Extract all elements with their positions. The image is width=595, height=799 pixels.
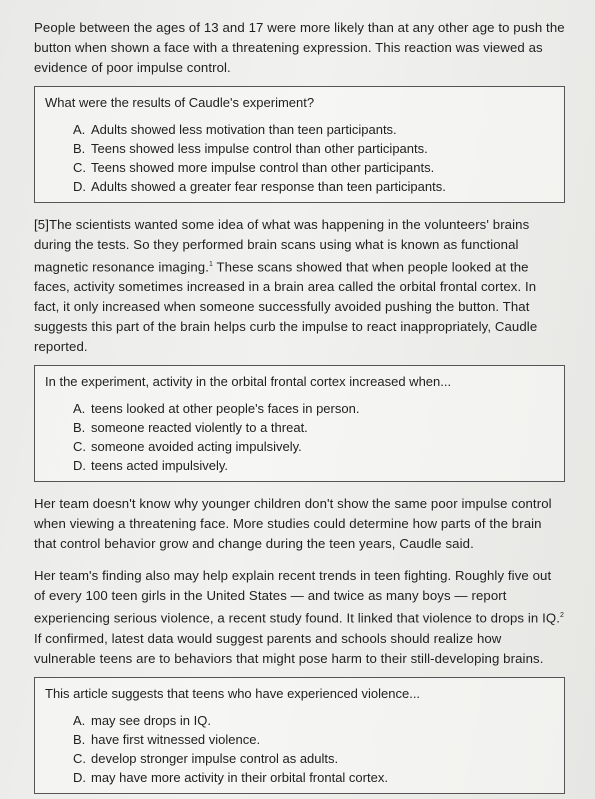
question-3-text: This article suggests that teens who have experienced violence... xyxy=(45,685,421,701)
q1-option-d[interactable]: D. Adults showed a greater fear response than teen participants. xyxy=(73,179,446,194)
footnote-marker-1: 1 xyxy=(208,261,213,268)
question-2-options xyxy=(45,399,554,475)
q3-option-d[interactable]: D. may have more activity in their orbital frontal cortex. xyxy=(73,769,388,785)
q2-option-c[interactable]: C. someone avoided acting impulsively. xyxy=(73,439,302,455)
question-1-text: What were the results of Caudle's experiment? xyxy=(45,95,315,110)
q2-option-d[interactable]: D. teens acted impulsively. xyxy=(73,458,229,474)
footnote-marker-2: 2 xyxy=(560,612,565,620)
paragraph-7: Her team's finding also may help explain recent trends in teen fighting. Roughly five out of every 100 teen girls in the United States — and twice as many boys — report experiencing serious violence, a recent study found. It linked that violence to drops in IQ.$^2$ If confirmed, latest data would suggest parents and schools should realize how vulnerable teens are to behaviors that might pose harm to their still-developing brains. xyxy=(34,568,565,666)
q2-option-a[interactable]: A. teens looked at other people's faces in person. xyxy=(73,401,360,417)
question-3-options xyxy=(45,711,554,787)
intro-paragraph: People between the ages of 13 and 17 were more likely than at any other age to push the button when shown a face with a threatening expression. This reaction was viewed as evidence of poor impulse control. xyxy=(34,20,565,75)
question-box-2 xyxy=(34,365,565,482)
q2-option-b[interactable]: B. someone reacted violently to a threat. xyxy=(73,420,308,436)
q3-option-c[interactable]: C. develop stronger impulse control as adults. xyxy=(73,750,339,766)
q1-option-b[interactable]: B. Teens showed less impulse control than other participants. xyxy=(73,141,428,156)
paragraph-5: [5]The scientists wanted some idea of what was happening in the volunteers' brains during the tests. So they performed brain scans using what is known as functional magnetic resonance imaging.$^1$ These scans showed that when people looked at the faces, activity sometimes increased in a brain area called the orbital frontal cortex. In fact, it only increased when someone successfully avoided pushing the button. That suggests this part of the brain helps curb the impulse to react inappropriately, Caudle reported. xyxy=(34,217,538,355)
question-box-1 xyxy=(34,86,565,203)
question-2-text: In the experiment, activity in the orbital frontal cortex increased when... xyxy=(45,374,452,390)
q3-option-b[interactable]: B. have first witnessed violence. xyxy=(73,731,261,747)
q1-option-c[interactable]: C. Teens showed more impulse control than other participants. xyxy=(73,160,435,175)
question-1-options xyxy=(45,120,554,196)
q1-option-a[interactable]: A. Adults showed less motivation than teen participants. xyxy=(73,122,397,137)
question-box-3 xyxy=(34,677,565,794)
paragraph-6: Her team doesn't know why younger children don't show the same poor impulse control when viewing a threatening face. More studies could determine how parts of the brain that control behavior grow and change during the teen years, Caudle said. xyxy=(34,496,552,552)
q3-option-a[interactable]: A. may see drops in IQ. xyxy=(73,712,211,728)
